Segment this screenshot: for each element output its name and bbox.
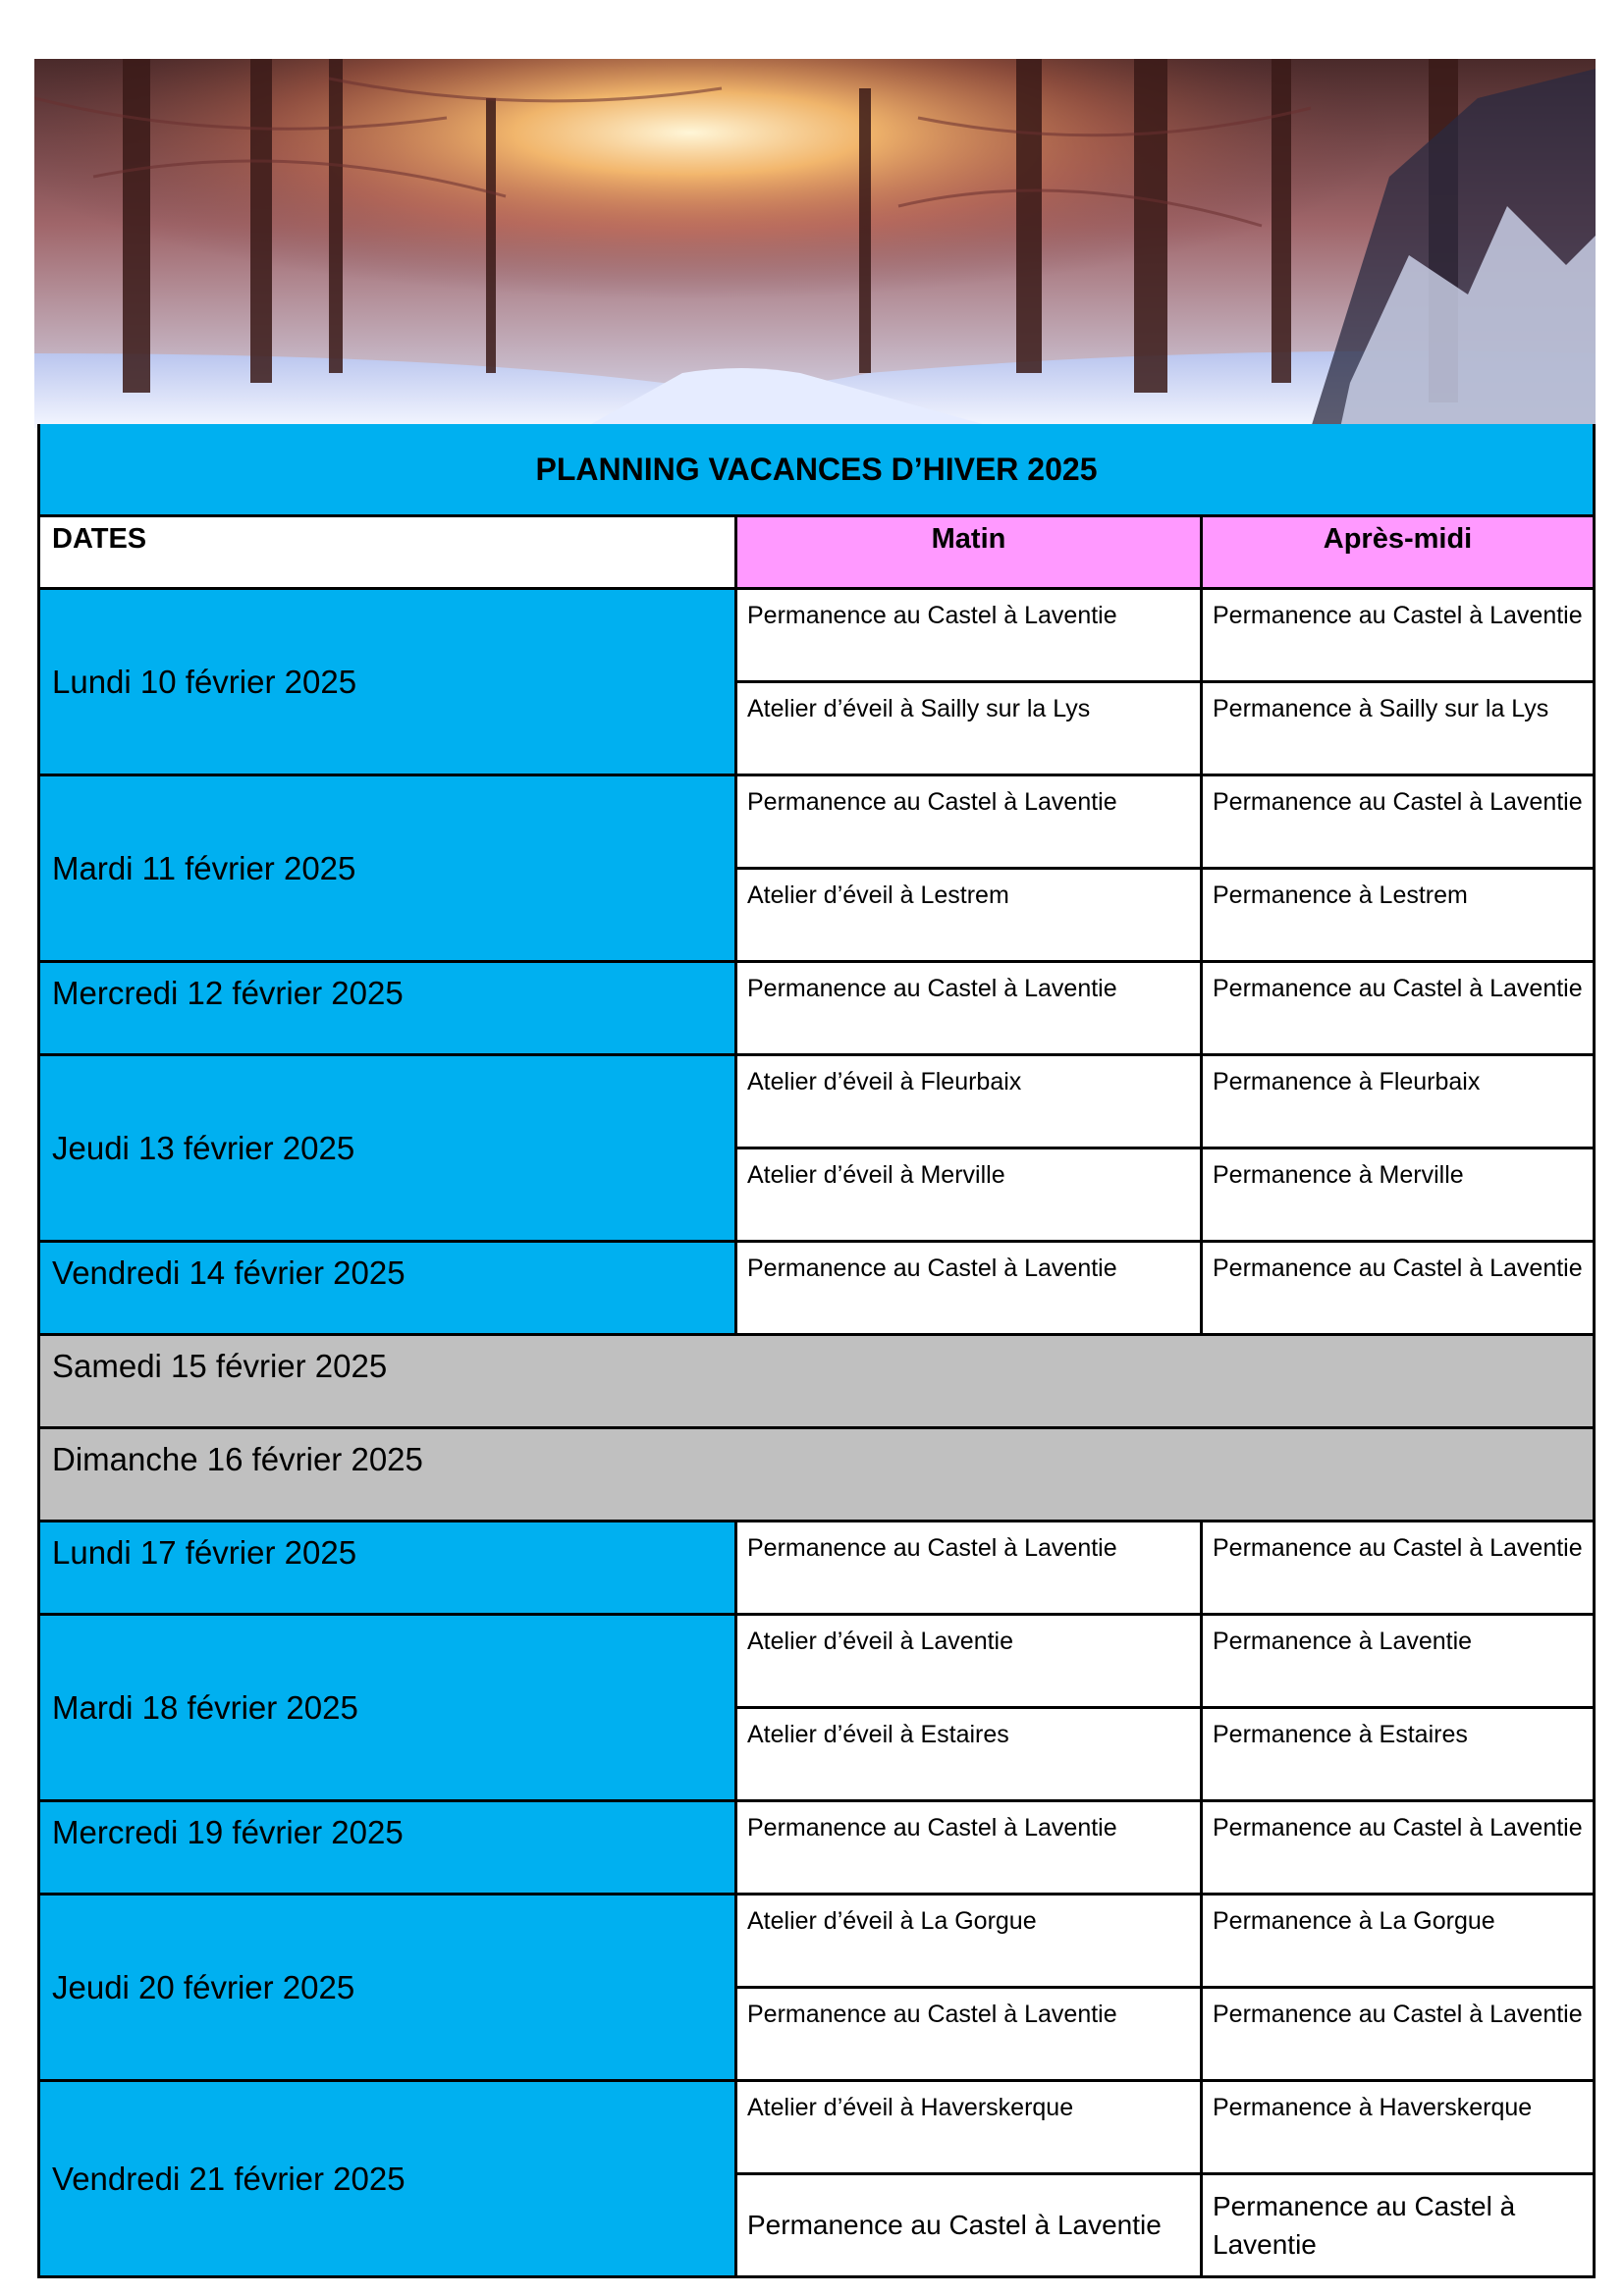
morning-activity: Permanence au Castel à Laventie	[736, 1522, 1202, 1615]
day-date: Jeudi 20 février 2025	[39, 1895, 736, 2081]
day-date: Mardi 11 février 2025	[39, 775, 736, 962]
day-date: Lundi 10 février 2025	[39, 589, 736, 775]
afternoon-activity: Permanence à Laventie	[1202, 1615, 1595, 1708]
weekend-date: Samedi 15 février 2025	[39, 1335, 1595, 1428]
morning-activity: Permanence au Castel à Laventie	[736, 962, 1202, 1055]
afternoon-activity: Permanence au Castel à Laventie	[1202, 962, 1595, 1055]
afternoon-activity: Permanence à Fleurbaix	[1202, 1055, 1595, 1148]
page-title: PLANNING VACANCES D’HIVER 2025	[39, 424, 1595, 516]
weekend-row	[39, 1428, 1595, 1522]
morning-activity: Permanence au Castel à Laventie	[736, 589, 1202, 682]
schedule-table	[37, 424, 1596, 2278]
morning-activity: Atelier d’éveil à Haverskerque	[736, 2081, 1202, 2174]
morning-activity: Permanence au Castel à Laventie	[736, 2174, 1202, 2277]
morning-activity: Atelier d’éveil à Sailly sur la Lys	[736, 682, 1202, 775]
morning-activity: Permanence au Castel à Laventie	[736, 775, 1202, 869]
header-row	[39, 516, 1595, 589]
day-date: Lundi 17 février 2025	[39, 1522, 736, 1615]
morning-activity: Atelier d’éveil à Fleurbaix	[736, 1055, 1202, 1148]
schedule-row	[39, 1895, 1595, 1988]
schedule-row	[39, 1522, 1595, 1615]
day-date: Vendredi 14 février 2025	[39, 1242, 736, 1335]
afternoon-activity: Permanence au Castel à Laventie	[1202, 1988, 1595, 2081]
afternoon-activity: Permanence à Estaires	[1202, 1708, 1595, 1801]
morning-activity: Permanence au Castel à Laventie	[736, 1801, 1202, 1895]
column-header-dates: DATES	[39, 516, 736, 589]
afternoon-activity: Permanence à Sailly sur la Lys	[1202, 682, 1595, 775]
afternoon-activity: Permanence au Castel à Laventie	[1202, 589, 1595, 682]
afternoon-activity: Permanence à La Gorgue	[1202, 1895, 1595, 1988]
schedule-row	[39, 589, 1595, 682]
day-date: Jeudi 13 février 2025	[39, 1055, 736, 1242]
morning-activity: Permanence au Castel à Laventie	[736, 1242, 1202, 1335]
schedule-row	[39, 1615, 1595, 1708]
schedule-row	[39, 775, 1595, 869]
banner-image	[34, 59, 1596, 428]
day-date: Mardi 18 février 2025	[39, 1615, 736, 1801]
day-date: Mercredi 12 février 2025	[39, 962, 736, 1055]
schedule-row	[39, 1242, 1595, 1335]
morning-activity: Permanence au Castel à Laventie	[736, 1988, 1202, 2081]
afternoon-activity: Permanence au Castel à Laventie	[1202, 775, 1595, 869]
day-date: Mercredi 19 février 2025	[39, 1801, 736, 1895]
morning-activity: Atelier d’éveil à Merville	[736, 1148, 1202, 1242]
afternoon-activity: Permanence au Castel à Laventie	[1202, 1522, 1595, 1615]
title-row	[39, 424, 1595, 516]
afternoon-activity: Permanence à Haverskerque	[1202, 2081, 1595, 2174]
afternoon-activity: Permanence au Castel à Laventie	[1202, 1242, 1595, 1335]
morning-activity: Atelier d’éveil à Estaires	[736, 1708, 1202, 1801]
schedule-row	[39, 2081, 1595, 2174]
morning-activity: Atelier d’éveil à Lestrem	[736, 869, 1202, 962]
weekend-date: Dimanche 16 février 2025	[39, 1428, 1595, 1522]
day-date: Vendredi 21 février 2025	[39, 2081, 736, 2277]
schedule-row	[39, 1055, 1595, 1148]
afternoon-activity: Permanence à Lestrem	[1202, 869, 1595, 962]
afternoon-activity: Permanence à Merville	[1202, 1148, 1595, 1242]
morning-activity: Atelier d’éveil à Laventie	[736, 1615, 1202, 1708]
afternoon-activity: Permanence au Castel à Laventie	[1202, 2174, 1595, 2277]
schedule-row	[39, 1801, 1595, 1895]
winter-forest-photo	[34, 59, 1596, 428]
afternoon-activity: Permanence au Castel à Laventie	[1202, 1801, 1595, 1895]
column-header-morning: Matin	[736, 516, 1202, 589]
morning-activity: Atelier d’éveil à La Gorgue	[736, 1895, 1202, 1988]
schedule-row	[39, 962, 1595, 1055]
weekend-row	[39, 1335, 1595, 1428]
column-header-afternoon: Après-midi	[1202, 516, 1595, 589]
